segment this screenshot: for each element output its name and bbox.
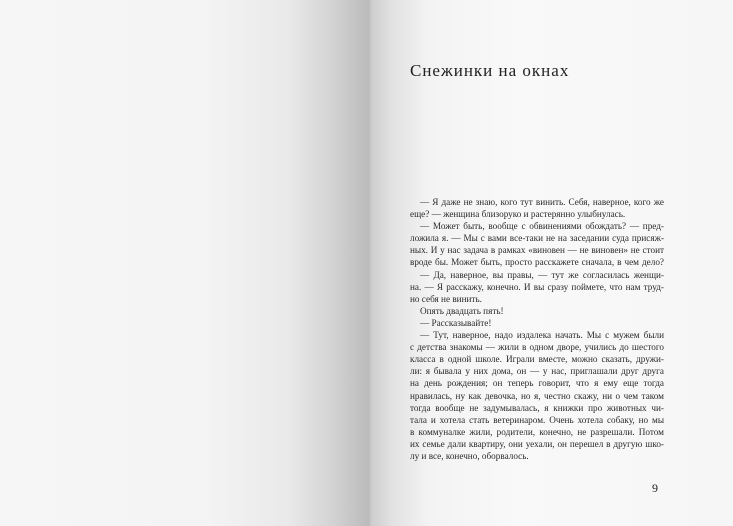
- text-line: в коммуналке жили, родители, конечно, не разрешали. Потом: [410, 426, 664, 437]
- text-line: вроде бы. Может быть, просто расскажете сначала, в чем дело?: [410, 257, 664, 268]
- text-line: ных. И у нас задача в рамках «виновен — не виновен» не стоит: [410, 245, 664, 256]
- text-line: ли: я бывала у них дома, он — у нас, приглашали друг друга: [410, 366, 664, 377]
- text-line: тала и хотела стать ветеринаром. Очень хотела собаку, но мы: [410, 414, 664, 425]
- text-line: но себя не винить.: [410, 293, 482, 304]
- text-line: — Да, наверное, вы правы, — тут же согласилась женщи-: [420, 269, 664, 280]
- text-line: ложила я. — Мы с вами все-таки не на заседании суда присяж-: [410, 233, 664, 244]
- text-line: — Может быть, вообще с обвинениями обождать? — пред-: [420, 221, 664, 232]
- text-line: на день рождения; он теперь говорит, что я ему еще тогда: [410, 378, 664, 389]
- text-line: с детства знакомы — жили в одном дворе, учились до шестого: [410, 342, 664, 353]
- page-number: 9: [652, 481, 658, 495]
- body-text: [410, 196, 664, 462]
- text-line: тогда вообще не задумывалась, я книжки про животных чи-: [410, 402, 664, 413]
- text-line: — Рассказывайте!: [420, 317, 492, 328]
- text-line: нравилась, ну как девочка, но я, честно скажу, ни о чем таком: [410, 390, 664, 401]
- text-line: — Я даже не знаю, кого тут винить. Себя, наверное, кого же: [420, 197, 664, 207]
- chapter-title: Снежинки на окнах: [410, 61, 570, 80]
- text-line: Опять двадцать пять!: [420, 305, 504, 316]
- text-line: — Тут, наверное, надо издалека начать. Мы с мужем были: [420, 330, 664, 341]
- text-line: еще? — женщина близоруко и растерянно улыбнулась.: [410, 209, 626, 220]
- text-line: класса в одной школе. Играли вместе, можно сказать, дружи-: [410, 354, 664, 365]
- text-line: их семье дали квартиру, они уехали, он перешел в другую шко-: [410, 438, 664, 449]
- text-line: лу и все, конечно, оборвалось.: [410, 450, 529, 461]
- text-line: на. — Я расскажу, конечно. И вы сразу поймете, что нам труд-: [410, 281, 664, 292]
- book-gutter: [368, 0, 372, 526]
